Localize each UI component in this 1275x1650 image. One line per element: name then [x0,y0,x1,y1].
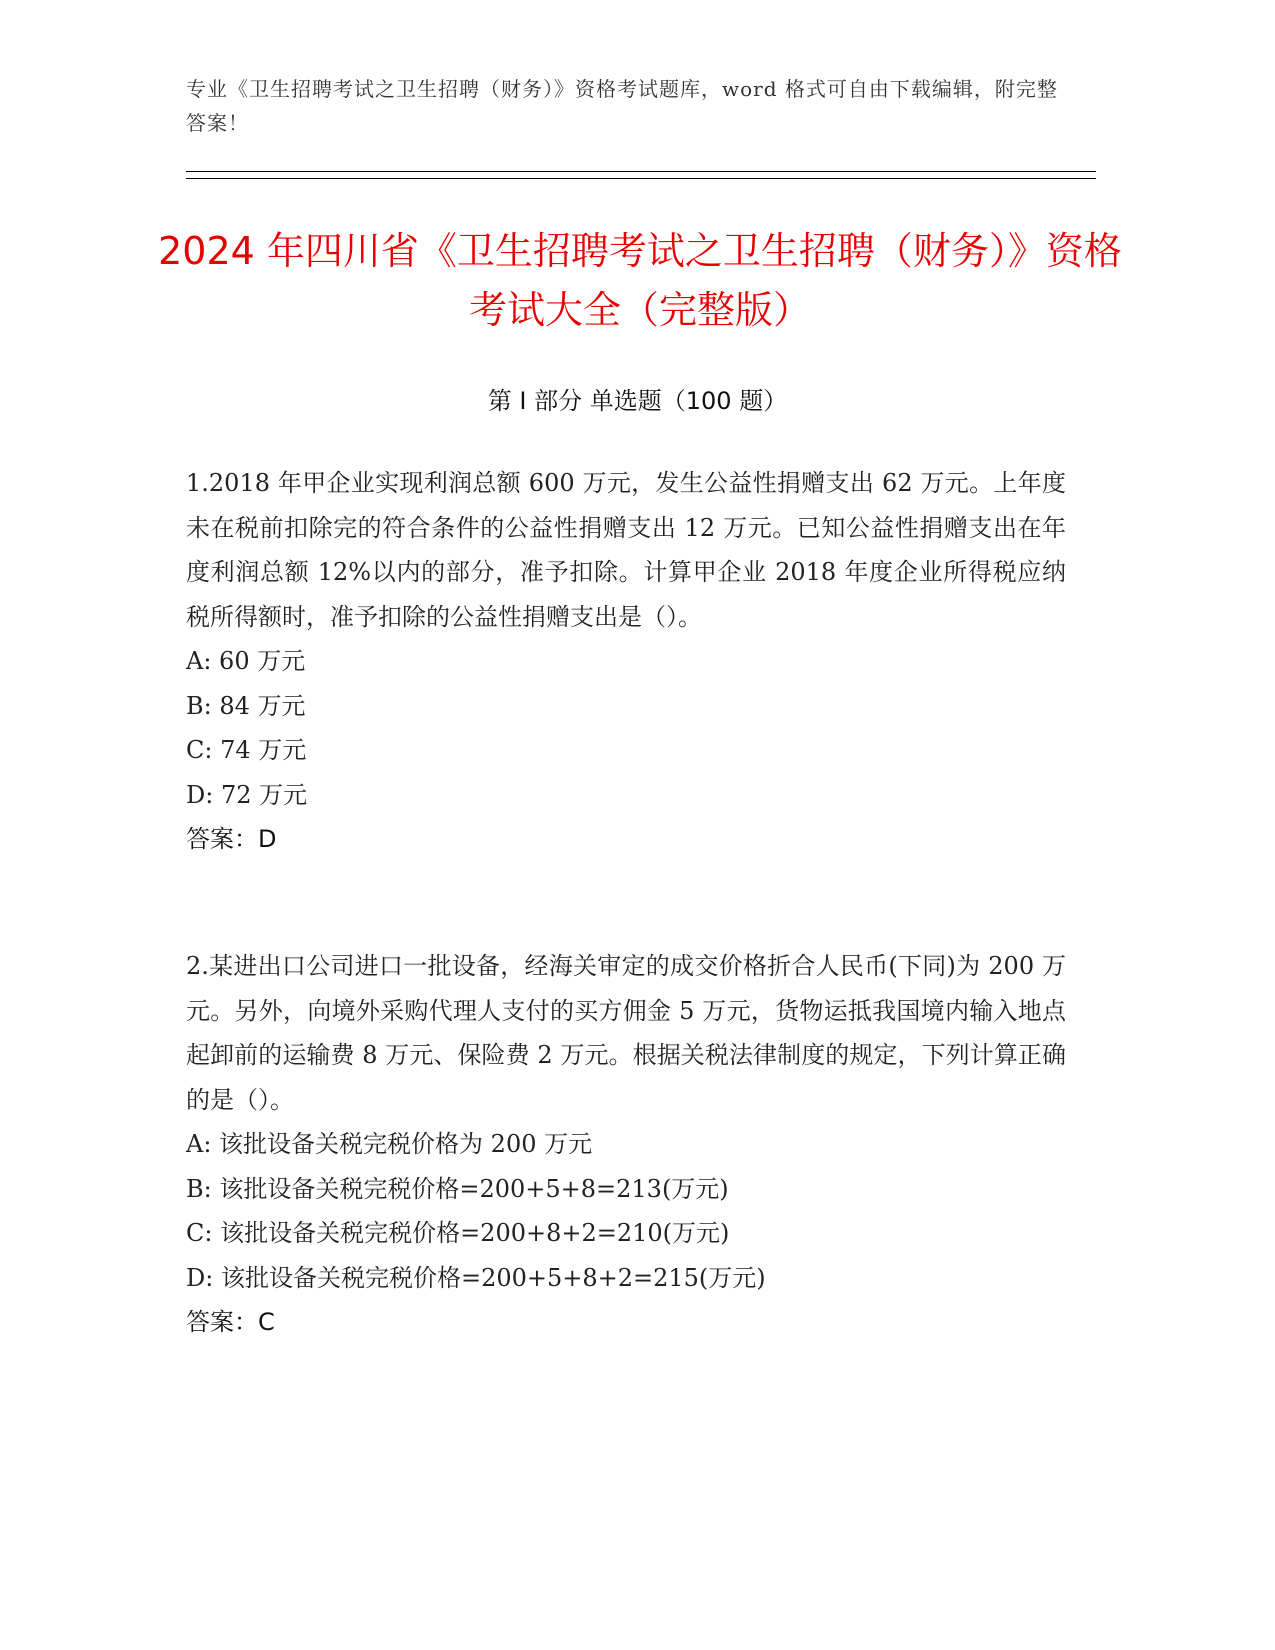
question-stem: 2.某进出口公司进口一批设备，经海关审定的成交价格折合人民币(下同)为 200 万元。另外，向境外采购代理人支付的买方佣金 5 万元，货物运抵我国境内输入地点起卸前的运输费 8 万元、保险费 2 万元。根据关税法律制度的规定，下列计算正确的是（）。 [186,952,1066,1114]
section-title: 第 I 部分 单选题（100 题） [487,387,788,415]
option-d: D: 该批设备关税完税价格=200+5+8+2=215(万元) [186,1263,766,1292]
option-a: A: 60 万元 [186,647,306,675]
option-c: C: 74 万元 [186,736,307,764]
option-b: B: 84 万元 [186,691,306,720]
question-1 [186,461,1066,862]
option-d: D: 72 万元 [186,780,308,809]
header-divider-bottom [186,178,1096,179]
option-a: A: 该批设备关税完税价格为 200 万元 [186,1130,593,1158]
header-divider-top [186,171,1096,172]
document-title: 2024 年四川省《卫生招聘考试之卫生招聘（财务）》资格考试大全（完整版） [158,229,1122,333]
option-b: B: 该批设备关税完税价格=200+5+8=213(万元) [186,1174,729,1203]
answer-line: 答案：C [186,1308,275,1336]
header-note: 专业《卫生招聘考试之卫生招聘（财务）》资格考试题库，word 格式可自由下载编辑，附完整答案！ [186,77,1058,135]
question-stem: 1.2018 年甲企业实现利润总额 600 万元，发生公益性捐赠支出 62 万元。上年度未在税前扣除完的符合条件的公益性捐赠支出 12 万元。已知公益性捐赠支出在年度利润总额 12%以内的部分，准予扣除。计算甲企业 2018 年度企业所得税应纳税所得额时，准予扣除的公益性捐赠支出是（）。 [186,469,1066,631]
answer-line: 答案：D [186,825,277,853]
option-c: C: 该批设备关税完税价格=200+8+2=210(万元) [186,1219,730,1247]
question-2 [186,944,1066,1345]
